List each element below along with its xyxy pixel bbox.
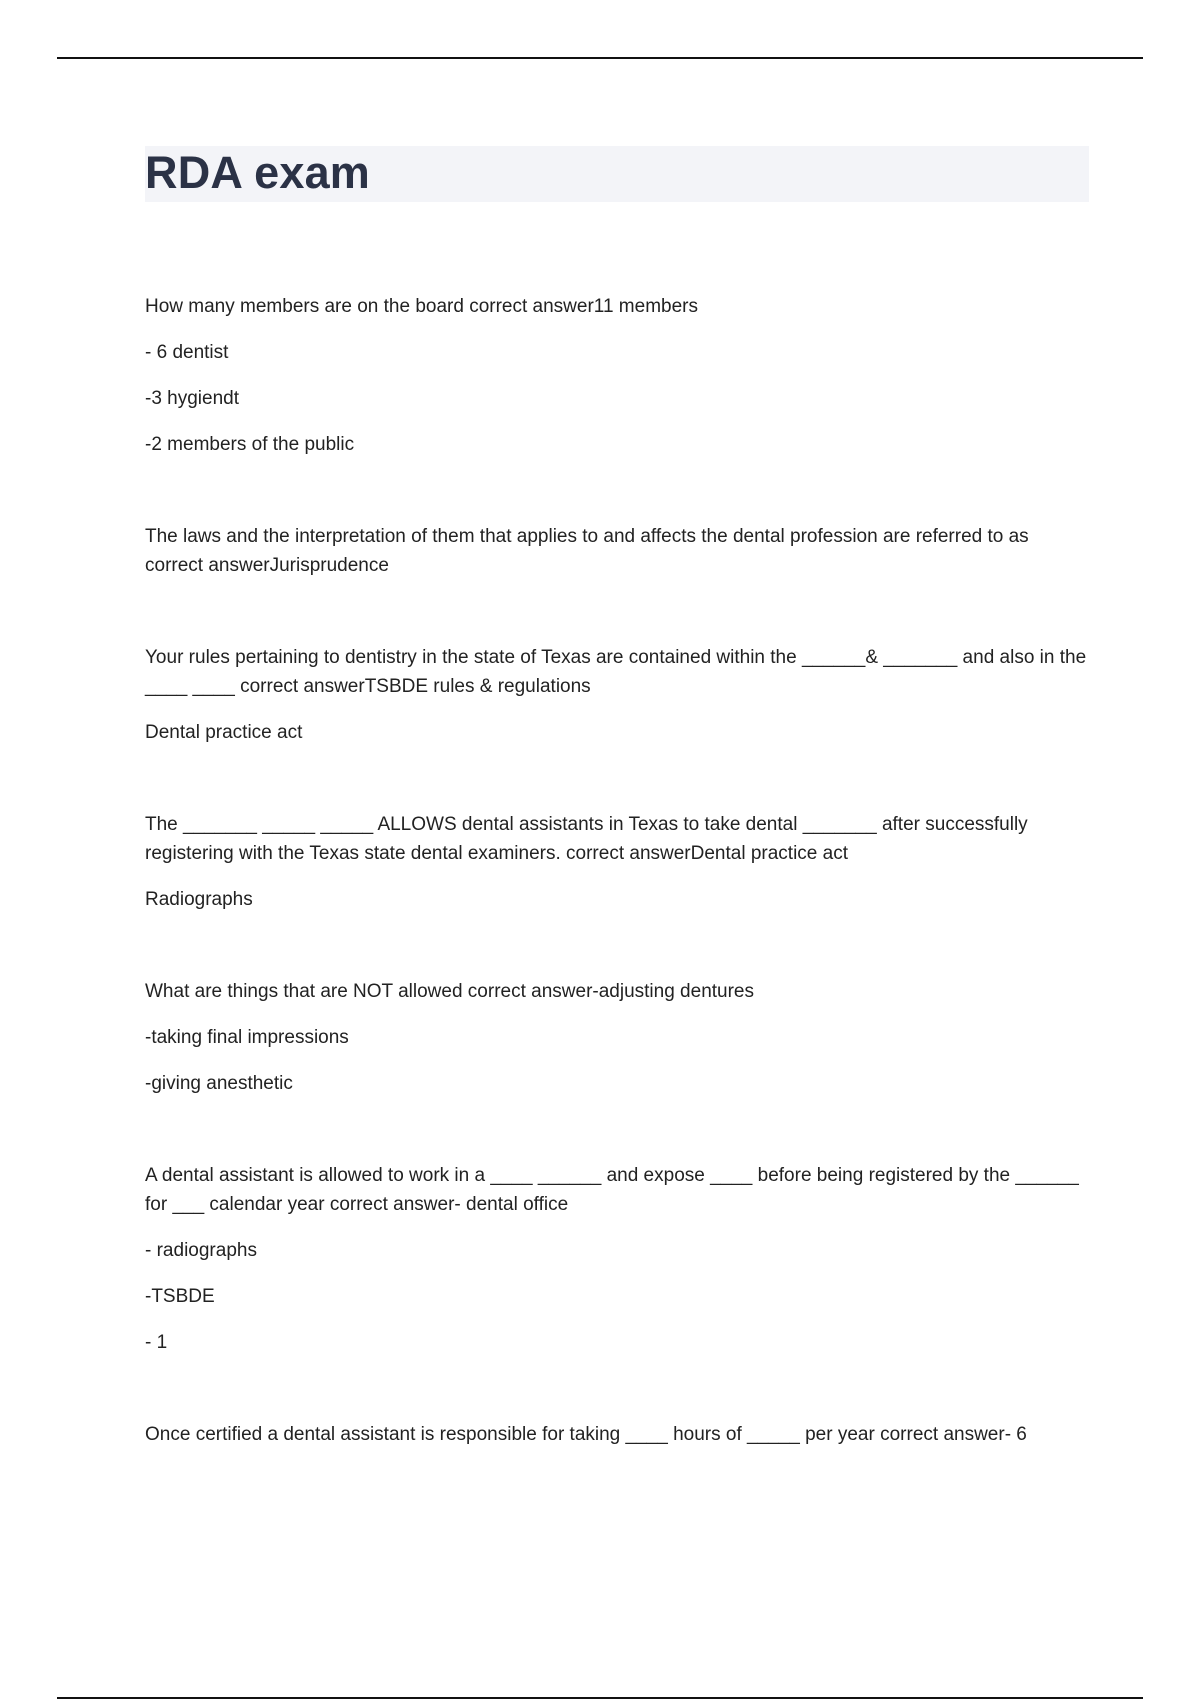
question-text: Once certified a dental assistant is responsible for taking ____ hours of _____ per year correct answer- 6 xyxy=(145,1424,1027,1445)
answer-line: -TSBDE xyxy=(145,1286,215,1307)
question-text: The laws and the interpretation of them that applies to and affects the dental profession are referred to as correct answerJurisprudence xyxy=(145,526,1029,576)
answer-line: Radiographs xyxy=(145,889,253,910)
flashcard xyxy=(145,292,1090,459)
flashcard xyxy=(145,977,1090,1098)
answer-line: - 1 xyxy=(145,1332,168,1353)
answer-line: -2 members of the public xyxy=(145,434,355,455)
question-text: What are things that are NOT allowed correct answer-adjusting dentures xyxy=(145,981,755,1002)
answer-line: -taking final impressions xyxy=(145,1027,349,1048)
question-text: A dental assistant is allowed to work in a ____ ______ and expose ____ before being registered by the ______ for ___ calendar year correct answer- dental office xyxy=(145,1165,1079,1215)
answer-line: - 6 dentist xyxy=(145,342,229,363)
answer-line: -giving anesthetic xyxy=(145,1073,293,1094)
flashcard xyxy=(145,1420,1090,1449)
flashcard xyxy=(145,810,1090,914)
flashcard-list xyxy=(145,292,1090,1512)
flashcard xyxy=(145,522,1090,580)
answer-line: -3 hygiendt xyxy=(145,388,240,409)
question-text: The _______ _____ _____ ALLOWS dental assistants in Texas to take dental _______ after successfully registering with the Texas state dental examiners. correct answerDental practice act xyxy=(145,814,1028,864)
flashcard xyxy=(145,643,1090,747)
question-text: How many members are on the board correct answer11 members xyxy=(145,296,698,317)
answer-line: - radiographs xyxy=(145,1240,257,1261)
header-divider xyxy=(57,57,1143,59)
flashcard xyxy=(145,1161,1090,1357)
question-text: Your rules pertaining to dentistry in the state of Texas are contained within the ______& _______ and also in the ____ ____ correct answerTSBDE rules & regulations xyxy=(145,647,1087,697)
document-title: RDA exam xyxy=(145,147,371,198)
footer-divider xyxy=(57,1697,1143,1699)
answer-line: Dental practice act xyxy=(145,722,303,743)
